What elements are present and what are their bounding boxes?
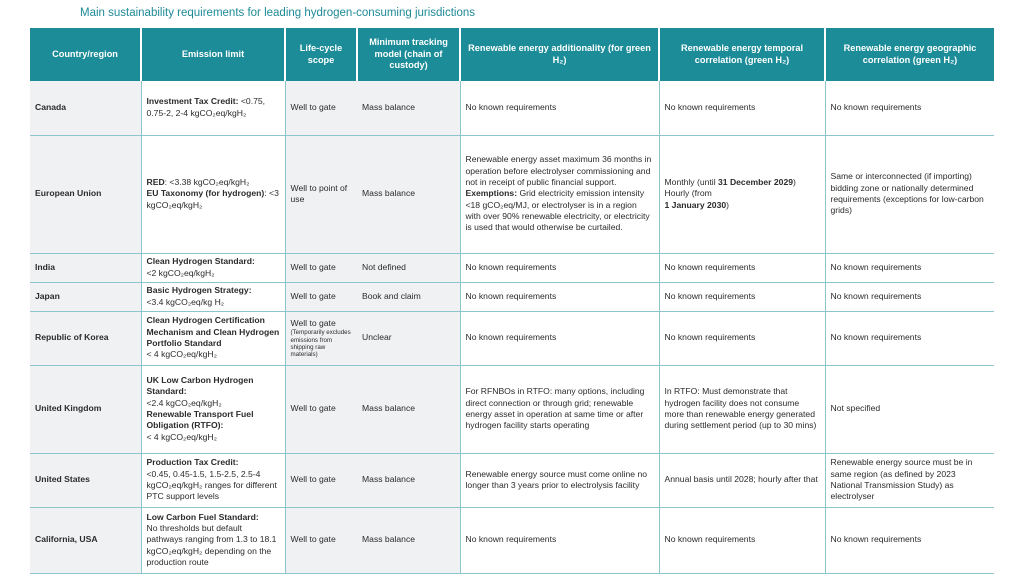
table-row	[30, 253, 994, 282]
geographic-cell: No known requirements	[825, 253, 994, 282]
emission-cell: Clean Hydrogen Certification Mechanism and Clean Hydrogen Portfolio Standard < 4 kgCO₂eq/kgH₂	[141, 311, 285, 365]
tracking-cell: Mass balance	[357, 507, 460, 573]
lifecycle-cell: Well to gate (Temporarily excludes emissions from shipping raw materials)	[285, 311, 357, 365]
tracking-cell: Mass balance	[357, 453, 460, 507]
header-row	[30, 28, 994, 81]
header-life-cycle-scope: Life-cycle scope	[285, 28, 357, 81]
emission-cell: UK Low Carbon Hydrogen Standard: <2.4 kgCO₂eq/kgH₂ Renewable Transport Fuel Obligation (RTFO): < 4 kgCO₂eq/kgH₂	[141, 365, 285, 453]
temporal-cell: No known requirements	[659, 81, 825, 135]
geographic-cell: Not specified	[825, 365, 994, 453]
additionality-cell: No known requirements	[460, 311, 659, 365]
lifecycle-cell: Well to gate	[285, 507, 357, 573]
tracking-cell: Mass balance	[357, 135, 460, 253]
emission-cell: Clean Hydrogen Standard: <2 kgCO₂eq/kgH₂	[141, 253, 285, 282]
tracking-cell: Mass balance	[357, 365, 460, 453]
table-row	[30, 135, 994, 253]
temporal-cell: No known requirements	[659, 253, 825, 282]
requirements-table	[30, 28, 994, 574]
temporal-cell: Monthly (until 31 December 2029) Hourly (from 1 January 2030)	[659, 135, 825, 253]
lifecycle-cell: Well to gate	[285, 282, 357, 311]
geographic-cell: Renewable energy source must be in same region (as defined by 2023 National Transmission Study) as electrolyser	[825, 453, 994, 507]
table-row	[30, 365, 994, 453]
table-row	[30, 311, 994, 365]
country-cell: United States	[30, 453, 141, 507]
emission-cell: Production Tax Credit: <0.45, 0.45-1.5, 1.5-2.5, 2.5-4 kgCO₂eq/kgH₂ ranges for different PTC support levels	[141, 453, 285, 507]
header-emission-limit: Emission limit	[141, 28, 285, 81]
additionality-cell: No known requirements	[460, 253, 659, 282]
header-temporal-correlation: Renewable energy temporal correlation (green H₂)	[659, 28, 825, 81]
header-geographic-correlation: Renewable energy geographic correlation (green H₂)	[825, 28, 994, 81]
country-cell: Republic of Korea	[30, 311, 141, 365]
additionality-cell: Renewable energy asset maximum 36 months in operation before electrolyser commissioning and not in receipt of public financial support. Exemptions: Grid electricity emission intensity <18 gCO₂eq/MJ, or electrolyser is in a region with over 90% renewable electricity, or electricity is used that would otherwise be curtailed.	[460, 135, 659, 253]
lifecycle-cell: Well to point of use	[285, 135, 357, 253]
country-cell: Canada	[30, 81, 141, 135]
country-cell: India	[30, 253, 141, 282]
additionality-cell: No known requirements	[460, 507, 659, 573]
temporal-cell: No known requirements	[659, 507, 825, 573]
geographic-cell: No known requirements	[825, 507, 994, 573]
header-country: Country/region	[30, 28, 141, 81]
country-cell: United Kingdom	[30, 365, 141, 453]
country-cell: Japan	[30, 282, 141, 311]
temporal-cell: In RTFO: Must demonstrate that hydrogen facility does not consume more than renewable energy generated during settlement period (up to 30 mins)	[659, 365, 825, 453]
emission-cell: Basic Hydrogen Strategy: <3.4 kgCO₂eq/kg H₂	[141, 282, 285, 311]
lifecycle-cell: Well to gate	[285, 453, 357, 507]
additionality-cell: For RFNBOs in RTFO: many options, including direct connection or through grid; renewable energy asset in operation at same time or after hydrogen facility starts operating	[460, 365, 659, 453]
table-row	[30, 81, 994, 135]
emission-cell: Low Carbon Fuel Standard: No thresholds but default pathways ranging from 1.3 to 18.1 kgCO₂eq/kgH₂ depending on the production route	[141, 507, 285, 573]
table-row	[30, 453, 994, 507]
emission-cell: Investment Tax Credit: <0.75, 0.75-2, 2-4 kgCO₂eq/kgH₂	[141, 81, 285, 135]
country-cell: California, USA	[30, 507, 141, 573]
temporal-cell: Annual basis until 2028; hourly after that	[659, 453, 825, 507]
geographic-cell: No known requirements	[825, 81, 994, 135]
lifecycle-cell: Well to gate	[285, 81, 357, 135]
geographic-cell: No known requirements	[825, 282, 994, 311]
table-row	[30, 507, 994, 573]
temporal-cell: No known requirements	[659, 311, 825, 365]
emission-cell: RED: <3.38 kgCO₂eq/kgH₂ EU Taxonomy (for hydrogen): <3 kgCO₂eq/kgH₂	[141, 135, 285, 253]
table-row	[30, 282, 994, 311]
additionality-cell: No known requirements	[460, 282, 659, 311]
geographic-cell: Same or interconnected (if importing) bidding zone or nationally determined requirements (exceptions for low-carbon grids)	[825, 135, 994, 253]
additionality-cell: No known requirements	[460, 81, 659, 135]
tracking-cell: Book and claim	[357, 282, 460, 311]
lifecycle-cell: Well to gate	[285, 253, 357, 282]
table-caption: Main sustainability requirements for leading hydrogen-consuming jurisdictions	[80, 7, 476, 19]
header-tracking-model: Minimum tracking model (chain of custody)	[357, 28, 460, 81]
header-additionality: Renewable energy additionality (for green H₂)	[460, 28, 659, 81]
tracking-cell: Not defined	[357, 253, 460, 282]
temporal-cell: No known requirements	[659, 282, 825, 311]
additionality-cell: Renewable energy source must come online no longer than 3 years prior to electrolysis facility	[460, 453, 659, 507]
tracking-cell: Unclear	[357, 311, 460, 365]
tracking-cell: Mass balance	[357, 81, 460, 135]
country-cell: European Union	[30, 135, 141, 253]
geographic-cell: No known requirements	[825, 311, 994, 365]
lifecycle-cell: Well to gate	[285, 365, 357, 453]
